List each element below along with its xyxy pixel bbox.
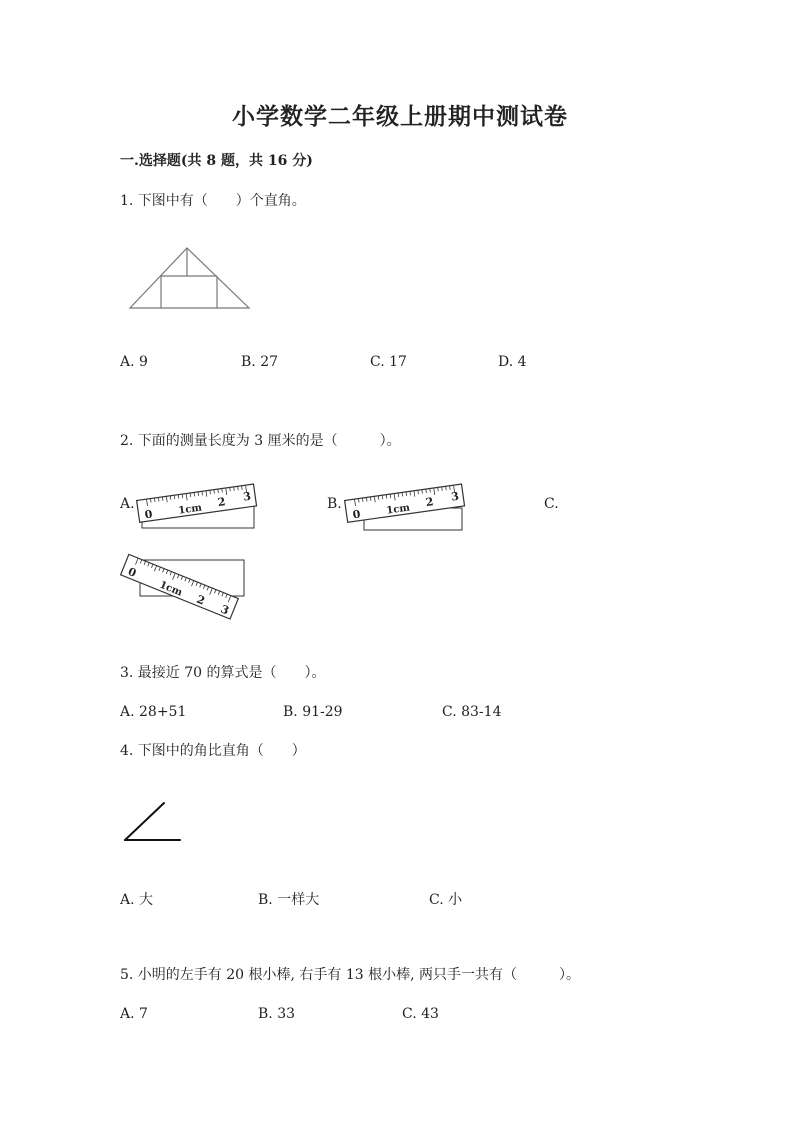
question-4-text: 4. 下图中的角比直角（ ） bbox=[120, 743, 306, 759]
q3-option-a[interactable]: A. 28+51 bbox=[120, 704, 187, 720]
q4-option-a[interactable]: A. 大 bbox=[120, 892, 154, 908]
ruler-b-label-0: 0 bbox=[351, 507, 362, 522]
q2-option-b[interactable]: B. bbox=[327, 496, 342, 512]
ruler-c-label-1cm: 1cm bbox=[157, 579, 184, 599]
q1-option-a[interactable]: A. 9 bbox=[120, 354, 148, 370]
page-title: 小学数学二年级上册期中测试卷 bbox=[232, 103, 568, 130]
q1-option-b[interactable]: B. 27 bbox=[241, 354, 279, 370]
ruler-figure-a bbox=[136, 476, 266, 534]
ruler-a-label-1cm: 1cm bbox=[177, 502, 203, 517]
q4-option-b[interactable]: B. 一样大 bbox=[258, 892, 320, 908]
ruler-b-label-2: 2 bbox=[424, 495, 435, 510]
ruler-c-label-0: 0 bbox=[126, 564, 139, 580]
question-5-text: 5. 小明的左手有 20 根小棒, 右手有 13 根小棒, 两只手一共有（ ）。 bbox=[120, 967, 581, 983]
q5-option-a[interactable]: A. 7 bbox=[120, 1006, 148, 1022]
ruler-a-label-0: 0 bbox=[143, 507, 154, 522]
q3-option-c[interactable]: C. 83-14 bbox=[442, 704, 502, 720]
q1-option-c[interactable]: C. 17 bbox=[370, 354, 407, 370]
q2-option-c[interactable]: C. bbox=[544, 496, 559, 512]
q5-option-c[interactable]: C. 43 bbox=[402, 1006, 439, 1022]
ruler-b-label-3: 3 bbox=[450, 489, 460, 504]
roof-triangle-figure bbox=[128, 246, 252, 310]
q5-option-b[interactable]: B. 33 bbox=[258, 1006, 296, 1022]
question-3-text: 3. 最接近 70 的算式是（ ）。 bbox=[120, 665, 326, 681]
ruler-a-label-3: 3 bbox=[242, 489, 252, 504]
q2-option-a[interactable]: A. bbox=[120, 496, 135, 512]
ruler-b-label-1cm: 1cm bbox=[385, 502, 411, 517]
ruler-figure-c bbox=[118, 548, 248, 628]
section-heading: 一.选择题(共 8 题，共 16 分) bbox=[120, 153, 313, 169]
question-1-text: 1. 下图中有（ ）个直角。 bbox=[120, 193, 306, 209]
ruler-c-label-3: 3 bbox=[218, 602, 231, 618]
ruler-a-label-2: 2 bbox=[216, 495, 227, 510]
acute-angle-figure bbox=[122, 800, 182, 844]
q1-option-d[interactable]: D. 4 bbox=[498, 354, 527, 370]
ruler-figure-b bbox=[344, 476, 474, 534]
q4-option-c[interactable]: C. 小 bbox=[429, 892, 463, 908]
question-2-text: 2. 下面的测量长度为 3 厘米的是（ ）。 bbox=[120, 433, 401, 449]
q3-option-b[interactable]: B. 91-29 bbox=[283, 704, 343, 720]
ruler-c-label-2: 2 bbox=[194, 592, 207, 608]
